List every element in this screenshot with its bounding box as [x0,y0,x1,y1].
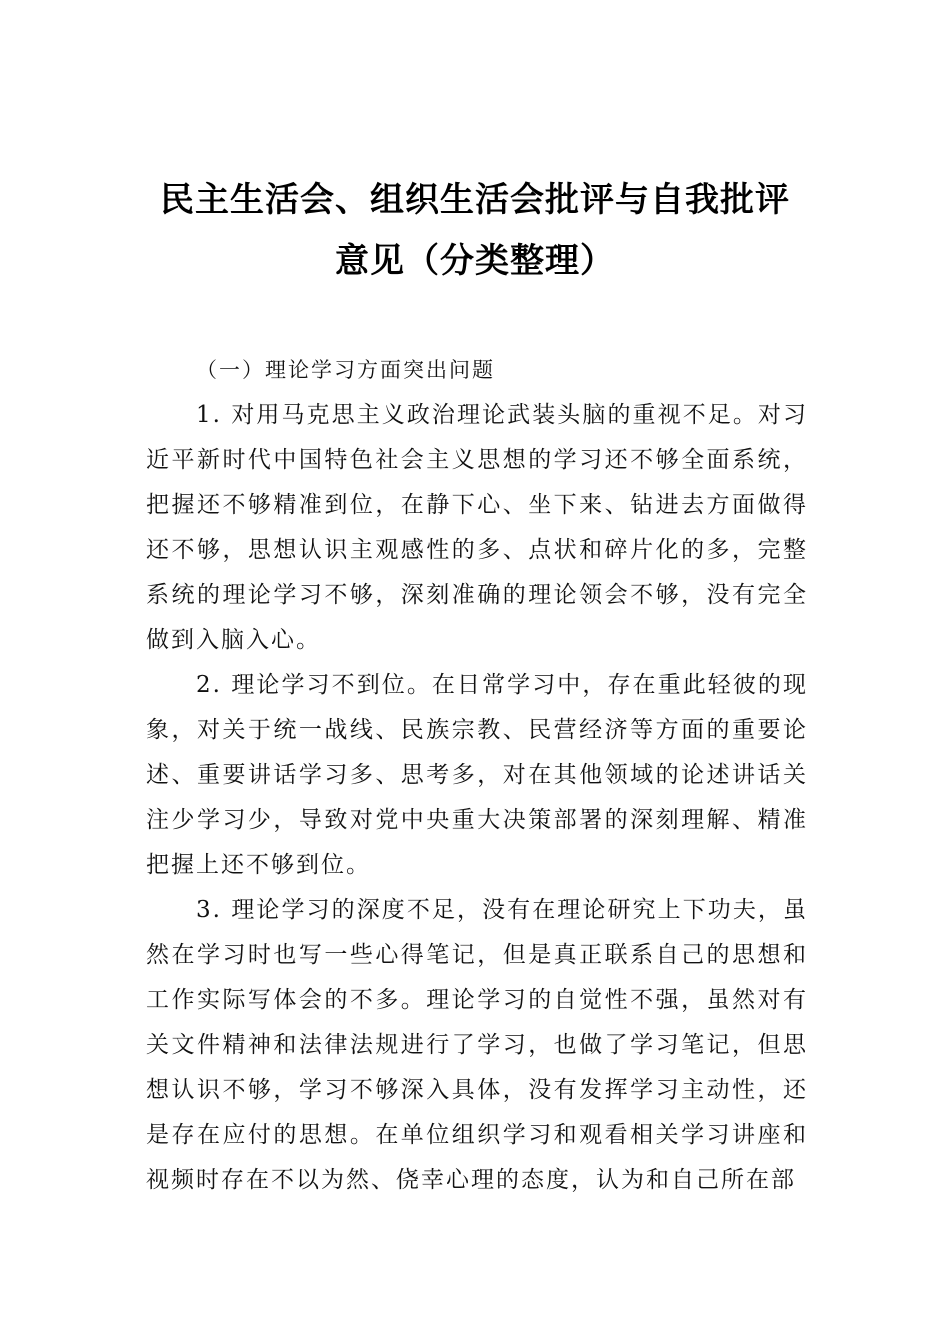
paragraph-2: 2. 理论学习不到位。在日常学习中，存在重此轻彼的现象，对关于统一战线、民族宗教、民营经济等方面的重要论述、重要讲话学习多、思考多，对在其他领域的论述讲话关注少学习少，导致对党中央重大决策部署的深刻理解、精准把握上还不够到位。 [146,672,808,878]
paragraph-3: 3. 理论学习的深度不足，没有在理论研究上下功夫，虽然在学习时也写一些心得笔记，但是真正联系自己的思想和工作实际写体会的不多。理论学习的自觉性不强，虽然对有关文件精神和法律法规进行了学习，也做了学习笔记，但思想认识不够，学习不够深入具体，没有发挥学习主动性，还是存在应付的思想。在单位组织学习和观看相关学习讲座和视频时存在不以为然、侥幸心理的态度，认为和自己所在部 [146,897,808,1193]
section-heading: （一）理论学习方面突出问题 [196,358,495,382]
paragraph-1: 1. 对用马克思主义政治理论武装头脑的重视不足。对习近平新时代中国特色社会主义思想的学习还不够全面系统，把握还不够精准到位，在静下心、坐下来、钻进去方面做得还不够，思想认识主观感性的多、点状和碎片化的多，完整系统的理论学习不够，深刻准确的理论领会不够，没有完全做到入脑入心。 [146,402,808,653]
document-title-line-2: 意见（分类整理） [335,241,615,281]
document-title-line-1: 民主生活会、组织生活会批评与自我批评 [160,180,790,220]
document-body [146,348,808,1203]
